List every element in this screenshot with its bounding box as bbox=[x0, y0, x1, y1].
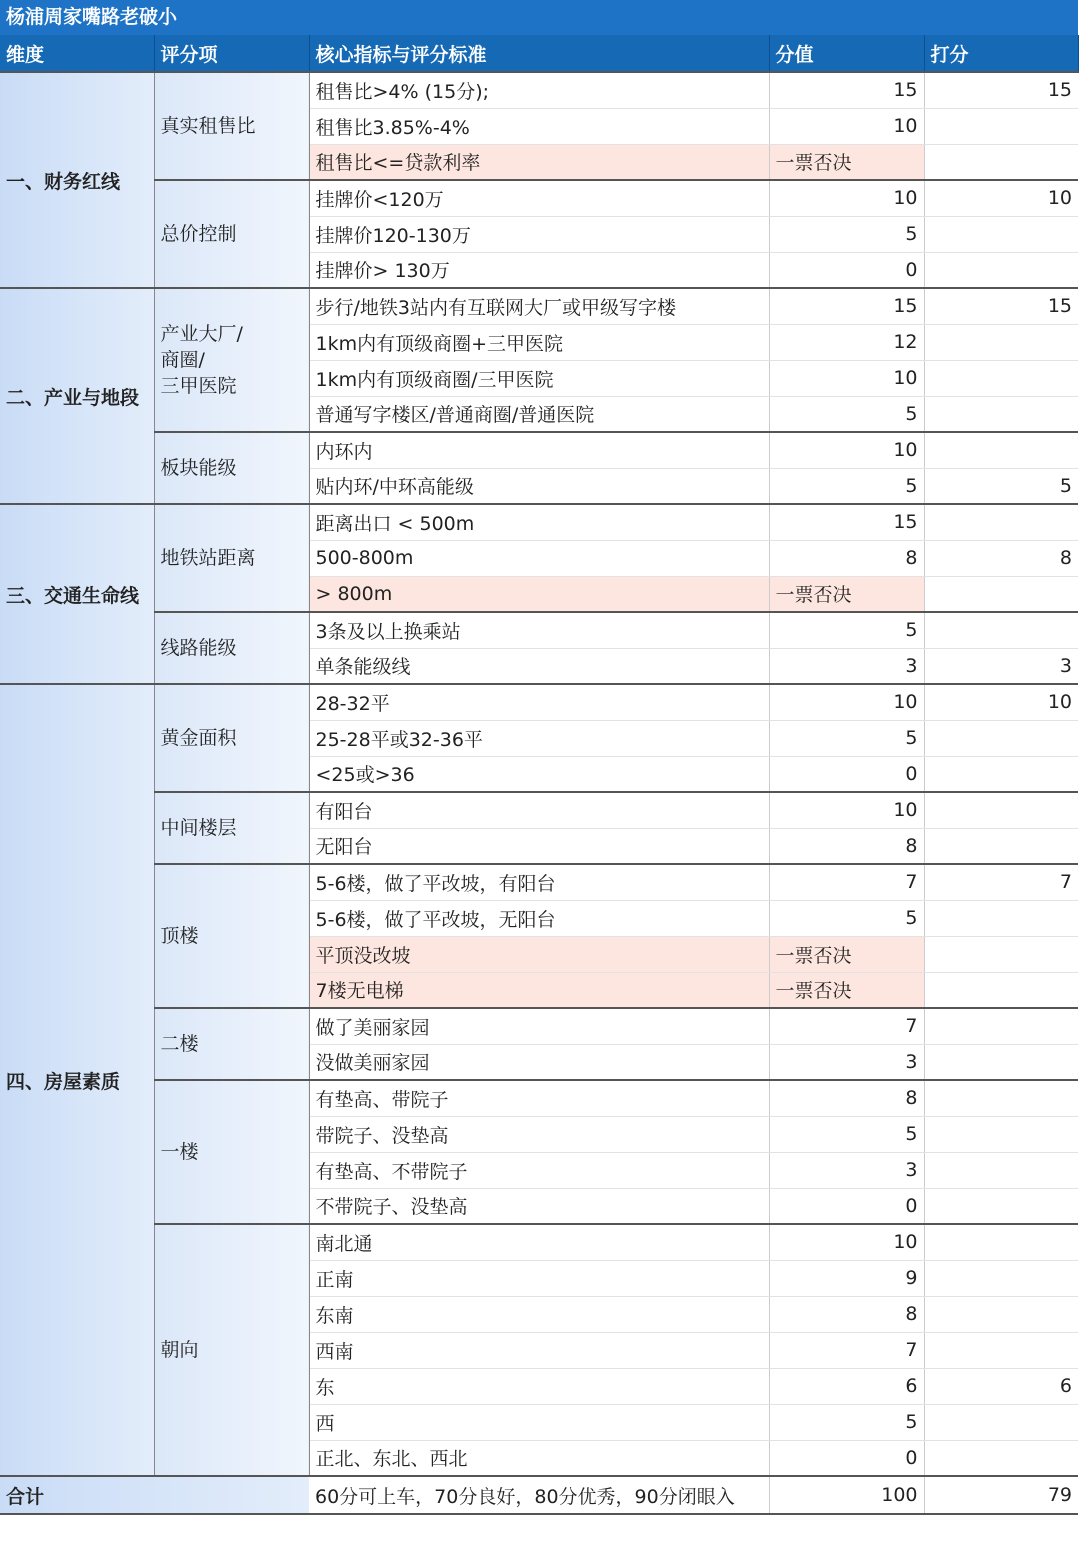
score-cell bbox=[924, 1224, 1078, 1260]
header-row bbox=[0, 35, 1078, 72]
score-cell bbox=[924, 252, 1078, 288]
score-cell bbox=[924, 144, 1078, 180]
value-cell: 3 bbox=[769, 1044, 924, 1080]
value-cell: 15 bbox=[769, 504, 924, 540]
criteria-cell: 28-32平 bbox=[309, 684, 769, 720]
header-dimension: 维度 bbox=[0, 35, 154, 72]
item-cell: 一楼 bbox=[154, 1080, 309, 1224]
score-cell bbox=[924, 1332, 1078, 1368]
table-row bbox=[0, 864, 1078, 900]
dimension-cell: 二、产业与地段 bbox=[0, 288, 154, 504]
criteria-cell: 正南 bbox=[309, 1260, 769, 1296]
criteria-cell: 无阳台 bbox=[309, 828, 769, 864]
criteria-cell: 步行/地铁3站内有互联网大厂或甲级写字楼 bbox=[309, 288, 769, 324]
value-cell: 5 bbox=[769, 468, 924, 504]
criteria-cell: 租售比>4% (15分); bbox=[309, 72, 769, 108]
criteria-cell: <25或>36 bbox=[309, 756, 769, 792]
item-cell: 线路能级 bbox=[154, 612, 309, 684]
criteria-cell: 租售比<=贷款利率 bbox=[309, 144, 769, 180]
score-cell bbox=[924, 828, 1078, 864]
score-cell: 10 bbox=[924, 180, 1078, 216]
value-cell: 0 bbox=[769, 1188, 924, 1224]
criteria-cell: 5-6楼，做了平改坡，有阳台 bbox=[309, 864, 769, 900]
value-cell: 一票否决 bbox=[769, 576, 924, 612]
value-cell: 9 bbox=[769, 1260, 924, 1296]
criteria-cell: 西 bbox=[309, 1404, 769, 1440]
score-cell: 10 bbox=[924, 684, 1078, 720]
score-cell bbox=[924, 792, 1078, 828]
criteria-cell: 挂牌价120-130万 bbox=[309, 216, 769, 252]
score-cell: 15 bbox=[924, 72, 1078, 108]
score-cell bbox=[924, 1152, 1078, 1188]
header-criteria: 核心指标与评分标准 bbox=[309, 35, 769, 72]
item-cell: 总价控制 bbox=[154, 180, 309, 288]
criteria-cell: 不带院子、没垫高 bbox=[309, 1188, 769, 1224]
item-cell: 产业大厂/ 商圈/ 三甲医院 bbox=[154, 288, 309, 432]
item-cell: 二楼 bbox=[154, 1008, 309, 1080]
score-cell bbox=[924, 756, 1078, 792]
value-cell: 0 bbox=[769, 756, 924, 792]
score-cell: 3 bbox=[924, 648, 1078, 684]
criteria-cell: 带院子、没垫高 bbox=[309, 1116, 769, 1152]
score-cell bbox=[924, 1008, 1078, 1044]
score-cell bbox=[924, 396, 1078, 432]
score-cell bbox=[924, 1044, 1078, 1080]
value-cell: 一票否决 bbox=[769, 144, 924, 180]
table-row bbox=[0, 504, 1078, 540]
criteria-cell: 做了美丽家园 bbox=[309, 1008, 769, 1044]
sheet-title: 杨浦周家嘴路老破小 bbox=[0, 0, 1078, 35]
score-cell bbox=[924, 108, 1078, 144]
table-row bbox=[0, 1080, 1078, 1116]
value-cell: 0 bbox=[769, 1440, 924, 1476]
value-cell: 8 bbox=[769, 540, 924, 576]
item-cell: 黄金面积 bbox=[154, 684, 309, 792]
value-cell: 10 bbox=[769, 684, 924, 720]
criteria-cell: 挂牌价> 130万 bbox=[309, 252, 769, 288]
total-criteria: 60分可上车，70分良好，80分优秀，90分闭眼入 bbox=[309, 1476, 769, 1514]
score-cell bbox=[924, 1188, 1078, 1224]
criteria-cell: 内环内 bbox=[309, 432, 769, 468]
dimension-cell: 四、房屋素质 bbox=[0, 684, 154, 1476]
value-cell: 7 bbox=[769, 1008, 924, 1044]
value-cell: 8 bbox=[769, 1080, 924, 1116]
score-cell bbox=[924, 972, 1078, 1008]
score-cell bbox=[924, 360, 1078, 396]
table-row bbox=[0, 612, 1078, 648]
criteria-cell: 租售比3.85%-4% bbox=[309, 108, 769, 144]
value-cell: 3 bbox=[769, 1152, 924, 1188]
value-cell: 一票否决 bbox=[769, 936, 924, 972]
score-cell bbox=[924, 1116, 1078, 1152]
criteria-cell: 25-28平或32-36平 bbox=[309, 720, 769, 756]
value-cell: 5 bbox=[769, 900, 924, 936]
criteria-cell: 东 bbox=[309, 1368, 769, 1404]
criteria-cell: 有阳台 bbox=[309, 792, 769, 828]
criteria-cell: 1km内有顶级商圈/三甲医院 bbox=[309, 360, 769, 396]
total-value: 100 bbox=[769, 1476, 924, 1514]
score-cell bbox=[924, 1404, 1078, 1440]
total-label: 合计 bbox=[0, 1476, 309, 1514]
value-cell: 15 bbox=[769, 288, 924, 324]
criteria-cell: 500-800m bbox=[309, 540, 769, 576]
criteria-cell: 有垫高、带院子 bbox=[309, 1080, 769, 1116]
value-cell: 5 bbox=[769, 720, 924, 756]
score-cell bbox=[924, 900, 1078, 936]
value-cell: 7 bbox=[769, 1332, 924, 1368]
score-cell bbox=[924, 1296, 1078, 1332]
score-cell bbox=[924, 504, 1078, 540]
criteria-cell: 7楼无电梯 bbox=[309, 972, 769, 1008]
header-value: 分值 bbox=[769, 35, 924, 72]
table-row bbox=[0, 72, 1078, 108]
score-cell bbox=[924, 1260, 1078, 1296]
criteria-cell: 挂牌价<120万 bbox=[309, 180, 769, 216]
total-row bbox=[0, 1476, 1078, 1514]
value-cell: 10 bbox=[769, 1224, 924, 1260]
criteria-cell: 没做美丽家园 bbox=[309, 1044, 769, 1080]
score-cell bbox=[924, 324, 1078, 360]
value-cell: 8 bbox=[769, 828, 924, 864]
value-cell: 7 bbox=[769, 864, 924, 900]
score-cell: 15 bbox=[924, 288, 1078, 324]
item-cell: 中间楼层 bbox=[154, 792, 309, 864]
header-item: 评分项 bbox=[154, 35, 309, 72]
dimension-cell: 三、交通生命线 bbox=[0, 504, 154, 684]
value-cell: 0 bbox=[769, 252, 924, 288]
value-cell: 10 bbox=[769, 360, 924, 396]
criteria-cell: 贴内环/中环高能级 bbox=[309, 468, 769, 504]
score-cell bbox=[924, 720, 1078, 756]
item-cell: 顶楼 bbox=[154, 864, 309, 1008]
value-cell: 15 bbox=[769, 72, 924, 108]
value-cell: 6 bbox=[769, 1368, 924, 1404]
value-cell: 3 bbox=[769, 648, 924, 684]
score-cell: 8 bbox=[924, 540, 1078, 576]
score-cell bbox=[924, 432, 1078, 468]
criteria-cell: > 800m bbox=[309, 576, 769, 612]
item-cell: 真实租售比 bbox=[154, 72, 309, 180]
score-cell bbox=[924, 936, 1078, 972]
total-score: 79 bbox=[924, 1476, 1078, 1514]
score-cell: 5 bbox=[924, 468, 1078, 504]
value-cell: 10 bbox=[769, 108, 924, 144]
table-row bbox=[0, 288, 1078, 324]
value-cell: 5 bbox=[769, 612, 924, 648]
header-score: 打分 bbox=[924, 35, 1078, 72]
score-cell bbox=[924, 576, 1078, 612]
criteria-cell: 距离出口 < 500m bbox=[309, 504, 769, 540]
value-cell: 12 bbox=[769, 324, 924, 360]
score-cell bbox=[924, 612, 1078, 648]
value-cell: 5 bbox=[769, 1404, 924, 1440]
score-cell bbox=[924, 1440, 1078, 1476]
table-row bbox=[0, 1224, 1078, 1260]
criteria-cell: 西南 bbox=[309, 1332, 769, 1368]
table-body bbox=[0, 72, 1078, 1476]
item-cell: 板块能级 bbox=[154, 432, 309, 504]
value-cell: 10 bbox=[769, 180, 924, 216]
dimension-cell: 一、财务红线 bbox=[0, 72, 154, 288]
table-row bbox=[0, 1008, 1078, 1044]
value-cell: 5 bbox=[769, 216, 924, 252]
criteria-cell: 平顶没改坡 bbox=[309, 936, 769, 972]
value-cell: 一票否决 bbox=[769, 972, 924, 1008]
value-cell: 5 bbox=[769, 396, 924, 432]
criteria-cell: 5-6楼，做了平改坡，无阳台 bbox=[309, 900, 769, 936]
criteria-cell: 3条及以上换乘站 bbox=[309, 612, 769, 648]
criteria-cell: 1km内有顶级商圈+三甲医院 bbox=[309, 324, 769, 360]
value-cell: 5 bbox=[769, 1116, 924, 1152]
score-cell bbox=[924, 216, 1078, 252]
table-row bbox=[0, 432, 1078, 468]
criteria-cell: 单条能级线 bbox=[309, 648, 769, 684]
scoring-table bbox=[0, 35, 1079, 1515]
table-row bbox=[0, 180, 1078, 216]
table-row bbox=[0, 792, 1078, 828]
criteria-cell: 东南 bbox=[309, 1296, 769, 1332]
table-row bbox=[0, 684, 1078, 720]
score-cell bbox=[924, 1080, 1078, 1116]
score-cell: 6 bbox=[924, 1368, 1078, 1404]
criteria-cell: 正北、东北、西北 bbox=[309, 1440, 769, 1476]
value-cell: 8 bbox=[769, 1296, 924, 1332]
value-cell: 10 bbox=[769, 432, 924, 468]
item-cell: 朝向 bbox=[154, 1224, 309, 1476]
criteria-cell: 南北通 bbox=[309, 1224, 769, 1260]
criteria-cell: 有垫高、不带院子 bbox=[309, 1152, 769, 1188]
item-cell: 地铁站距离 bbox=[154, 504, 309, 612]
value-cell: 10 bbox=[769, 792, 924, 828]
criteria-cell: 普通写字楼区/普通商圈/普通医院 bbox=[309, 396, 769, 432]
score-cell: 7 bbox=[924, 864, 1078, 900]
